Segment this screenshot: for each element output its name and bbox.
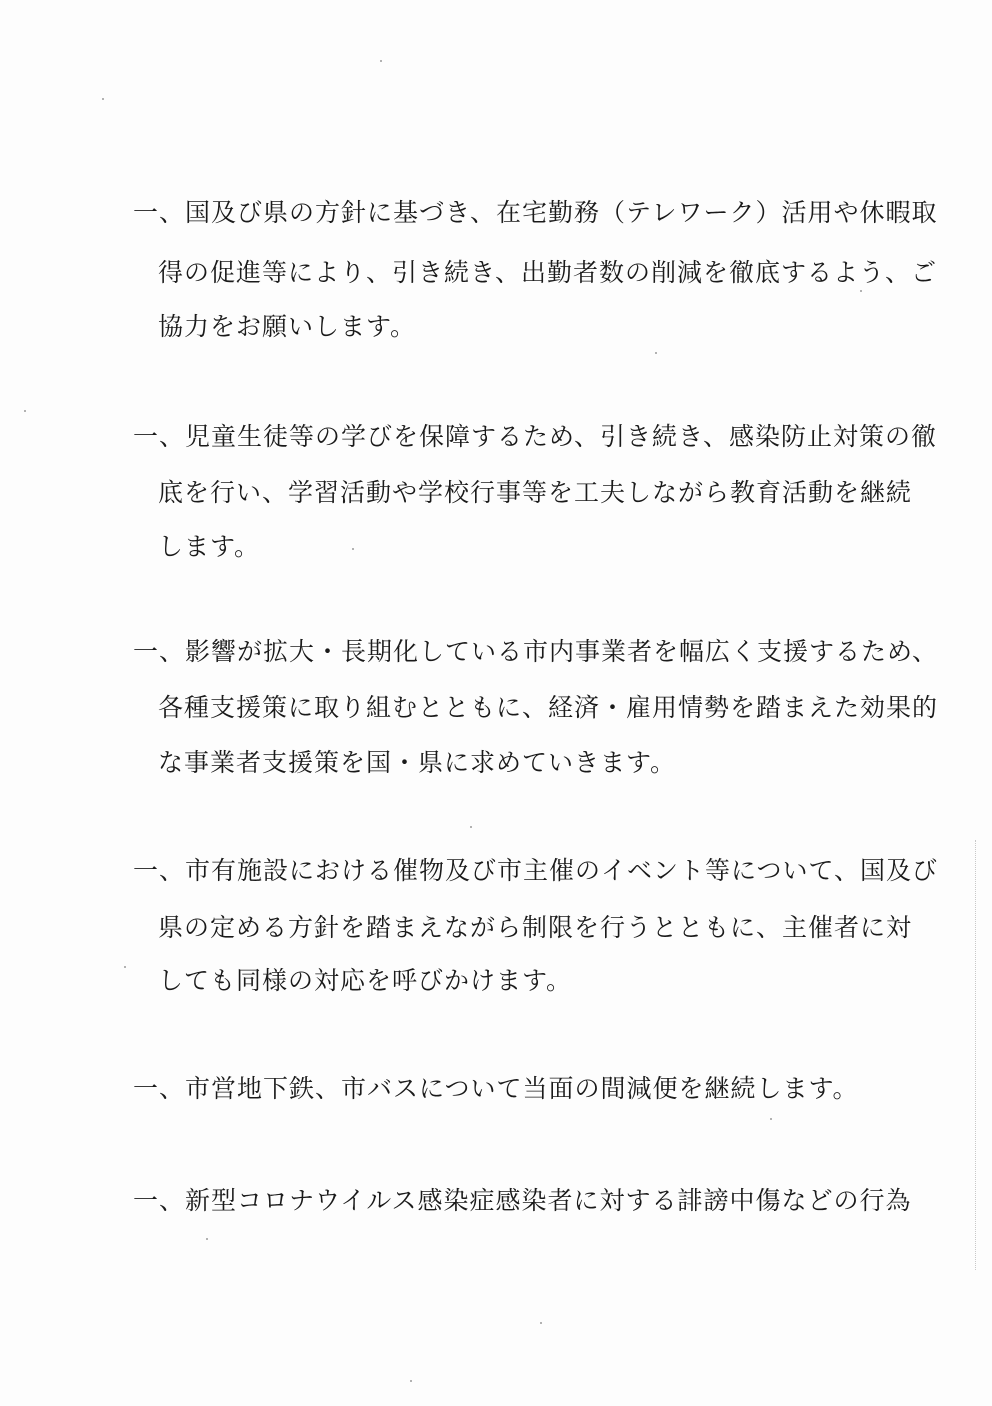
paragraph-5-line-1: 一、市営地下鉄、市バスについて当面の間減便を継続します。 (133, 1074, 859, 1103)
scan-speck (655, 352, 657, 354)
paragraph-2-line-3: します。 (158, 532, 261, 561)
scan-speck (206, 1238, 208, 1240)
scan-edge-artifact (975, 840, 977, 1270)
paragraph-1-line-2: 得の促進等により、引き続き、出勤者数の削減を徹底するよう、ご (158, 258, 938, 287)
scan-speck (24, 410, 26, 412)
scan-speck (102, 98, 104, 100)
paragraph-6-line-1: 一、新型コロナウイルス感染症感染者に対する誹謗中傷などの行為 (133, 1186, 912, 1215)
paragraph-4-line-1: 一、市有施設における催物及び市主催のイベント等について、国及び (133, 856, 939, 885)
scan-speck (380, 60, 382, 62)
scan-speck (124, 966, 126, 968)
scan-speck (470, 826, 472, 828)
scan-speck (860, 290, 862, 292)
paragraph-4-line-2: 県の定める方針を踏まえながら制限を行うとともに、主催者に対 (158, 913, 913, 942)
paragraph-1-line-1: 一、国及び県の方針に基づき、在宅勤務（テレワーク）活用や休暇取 (133, 198, 938, 227)
paragraph-2-line-2: 底を行い、学習活動や学校行事等を工夫しながら教育活動を継続 (158, 478, 913, 507)
paragraph-2-line-1: 一、児童生徒等の学びを保障するため、引き続き、感染防止対策の徹 (133, 422, 938, 451)
paragraph-1-line-3: 協力をお願いします。 (158, 312, 417, 341)
paragraph-3-line-3: な事業者支援策を国・県に求めていきます。 (158, 748, 677, 777)
scan-speck (410, 1380, 412, 1382)
paragraph-4-line-3: しても同様の対応を呼びかけます。 (158, 966, 573, 995)
scan-speck (770, 1118, 772, 1120)
paragraph-3-line-1: 一、影響が拡大・長期化している市内事業者を幅広く支援するため、 (133, 637, 939, 666)
paragraph-3-line-2: 各種支援策に取り組むとともに、経済・雇用情勢を踏まえた効果的 (158, 693, 939, 722)
scan-speck (352, 548, 354, 550)
scan-speck (540, 1322, 542, 1324)
